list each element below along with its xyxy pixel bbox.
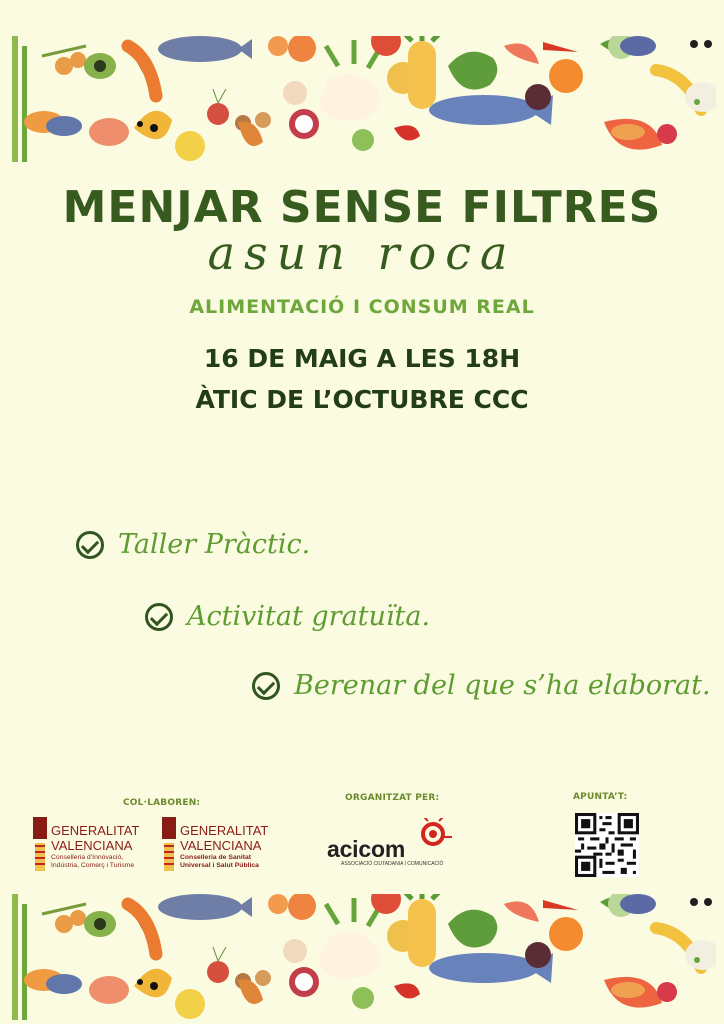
author-name: asun roca [207, 226, 517, 280]
feature-item-workshop [76, 529, 310, 560]
gva-name: GENERALITAT VALENCIANA [51, 823, 140, 853]
generalitat-sanitat-logo [160, 815, 282, 878]
organizer-label: ORGANITZAT PER: [345, 793, 440, 803]
feature-label: Activitat gratuïta. [187, 601, 431, 632]
generalitat-innovacio-logo [31, 815, 149, 878]
qr-code-icon[interactable] [575, 813, 639, 877]
check-circle-icon [76, 531, 104, 559]
event-subtitle: ALIMENTACIÓ I CONSUM REAL [189, 296, 535, 318]
signup-label: APUNTA’T: [573, 792, 628, 802]
food-illustration-top [8, 36, 716, 164]
feature-label: Berenar del que s’ha elaborat. [294, 670, 711, 701]
event-title: MENJAR SENSE FILTRES [62, 182, 662, 233]
gva-department: Conselleria de Sanitat Universal i Salut Pública [180, 854, 259, 869]
check-circle-icon [145, 603, 173, 631]
gva-name: GENERALITAT VALENCIANA [180, 823, 269, 853]
feature-item-snack [252, 670, 711, 701]
feature-item-free [145, 601, 430, 632]
event-venue: ÀTIC DE L’OCTUBRE CCC [195, 385, 529, 414]
acicom-wordmark: acicom [327, 836, 406, 862]
feature-label: Taller Pràctic. [118, 529, 311, 560]
generalitat-crest-icon [160, 815, 178, 873]
gva-department: Conselleria d’Innovació, Indústria, Comerç i Turisme [51, 854, 135, 869]
check-circle-icon [252, 672, 280, 700]
generalitat-crest-icon [31, 815, 49, 873]
collaborators-label: COL·LABOREN: [123, 798, 201, 808]
acicom-tagline: ASSOCIACIÓ CIUTADANIA I COMUNICACIÓ [341, 861, 444, 867]
acicom-logo [321, 818, 453, 870]
event-datetime: 16 DE MAIG A LES 18H [203, 344, 521, 373]
food-illustration-bottom [8, 894, 716, 1022]
